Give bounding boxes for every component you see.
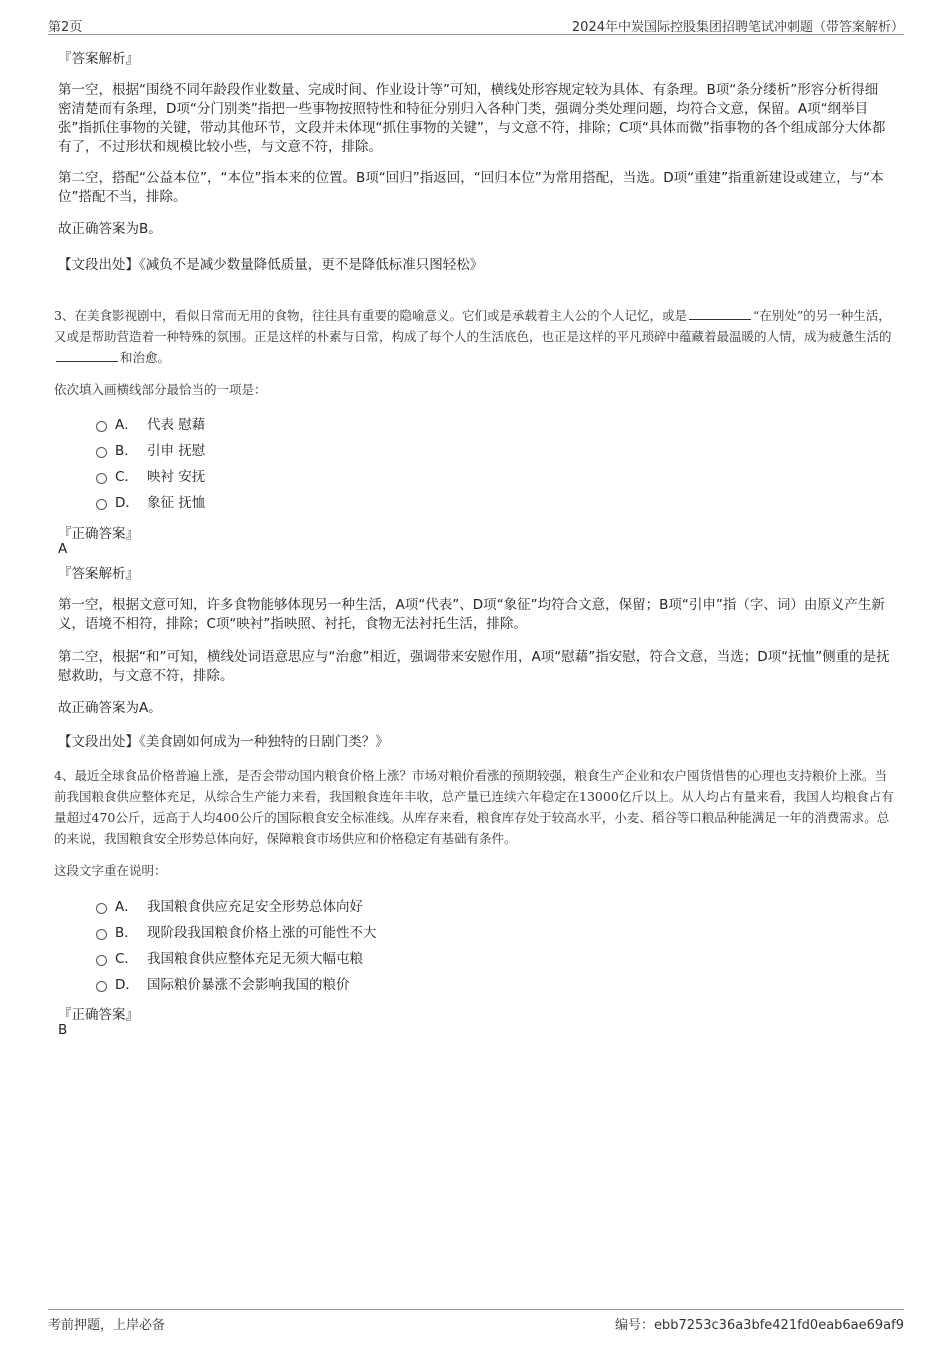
q2-analysis-label: 『答案解析』 — [58, 51, 139, 67]
footer-code: 编号：ebb7253c36a3bfe421fd0eab6ae69af9 — [614, 1318, 904, 1333]
radio-icon[interactable] — [96, 473, 107, 484]
q3-analysis-label: 『答案解析』 — [58, 566, 139, 582]
q4-answer-label: 『正确答案』 — [58, 1007, 139, 1023]
q3-option-c[interactable]: C． 映衬 安抚 — [96, 467, 205, 487]
radio-icon[interactable] — [96, 447, 107, 458]
q3-option-b[interactable]: B． 引申 抚慰 — [96, 441, 205, 461]
q3-option-d[interactable]: D． 象征 抚恤 — [96, 493, 205, 513]
fill-blank — [56, 349, 118, 362]
q2-source: 【文段出处】《减负不是减少数量降低质量，更不是降低标准只图轻松》 — [58, 257, 484, 273]
q2-analysis-paragraph-2: 第二空，搭配“公益本位”，“本位”指本来的位置。B项“回归”指返回，“回归本位”为常用搭配，当选。D项“重建”指重新建设或建立，与“本位”搭配不当，排除。 — [58, 170, 884, 205]
q3-analysis-paragraph-2: 第二空，根据“和”可知，横线处词语意思应与“治愈”相近，强调带来安慰作用，A项“慰藉”指安慰，符合文意，当选；D项“抚恤”侧重的是抚慰救助，与文意不符，排除。 — [58, 649, 890, 684]
page-number: 第2页 — [48, 20, 83, 35]
page-header — [48, 14, 904, 35]
q3-answer: A — [58, 541, 68, 557]
q2-analysis-paragraph-1: 第一空，根据“围绕不同年龄段作业数量、完成时间、作业设计等”可知，横线处形容规定较为具体、有条理。B项“条分缕析”形容分析得细密清楚而有条理，D项“分门别类”指把一些事物按照特性和特征分别归入各种门类，强调分类处理问题，均符合文意，保留。A项“纲举目张”指抓住事物的关键，带动其他环节，文段并未体现“抓住事物的关键”，与文意不符，排除；C项“具体而微”指事物的各个组成部分大体都有了，不过形状和规模比较小些，与文意不符，排除。 — [58, 82, 886, 155]
radio-icon[interactable] — [96, 929, 107, 940]
document-title: 2024年中炭国际控股集团招聘笔试冲刺题（带答案解析） — [571, 20, 904, 35]
q4-prompt: 这段文字重在说明： — [54, 863, 167, 878]
q4-option-c[interactable]: C． 我国粮食供应整体充足无须大幅屯粮 — [96, 949, 363, 969]
fill-blank — [689, 307, 751, 320]
q3-source: 【文段出处】《美食剧如何成为一种独特的日剧门类？》 — [58, 734, 389, 750]
q4-option-b[interactable]: B． 现阶段我国粮食价格上涨的可能性不大 — [96, 923, 377, 943]
q3-option-a[interactable]: A． 代表 慰藉 — [96, 415, 205, 435]
q3-analysis-paragraph-1: 第一空，根据文意可知，许多食物能够体现另一种生活，A项“代表”、D项“象征”均符合文意，保留；B项“引申”指（字、词）由原义产生新义，语境不相符，排除；C项“映衬”指映照、衬托，食物无法衬托生活，排除。 — [58, 597, 885, 632]
page-footer — [48, 1309, 904, 1333]
radio-icon[interactable] — [96, 421, 107, 432]
q3-answer-label: 『正确答案』 — [58, 526, 139, 542]
footer-slogan: 考前押题，上岸必备 — [48, 1318, 166, 1333]
radio-icon[interactable] — [96, 981, 107, 992]
q4-answer: B — [58, 1022, 68, 1038]
radio-icon[interactable] — [96, 499, 107, 510]
radio-icon[interactable] — [96, 955, 107, 966]
q4-question-text: 4、最近全球食品价格普遍上涨，是否会带动国内粮食价格上涨？市场对粮价看涨的预期较强，粮食生产企业和农户囤货惜售的心理也支持粮价上涨。当前我国粮食供应整体充足，从综合生产能力来看，我国粮食连年丰收，总产量已连续六年稳定在13000亿斤以上。从人均占有量来看，我国人均粮食占有量超过470公斤，远高于人均400公斤的国际粮食安全标准线。从库存来看，粮食库存处于较高水平，小麦、稻谷等口粮品种能满足一年的消费需求。总的来说，我国粮食安全形势总体向好，保障粮食市场供应和价格稳定有基础有条件。 — [54, 768, 894, 846]
q4-option-a[interactable]: A． 我国粮食供应充足安全形势总体向好 — [96, 897, 363, 917]
radio-icon[interactable] — [96, 903, 107, 914]
q3-conclusion: 故正确答案为A。 — [58, 700, 162, 716]
q3-prompt: 依次填入画横线部分最恰当的一项是： — [54, 382, 267, 397]
q3-question-text: 3、在美食影视剧中，看似日常而无用的食物，往往具有重要的隐喻意义。它们或是承载着主人公的个人记忆，或是 “在别处”的另一种生活，又或是帮助营造着一种特殊的氛围。正是这样的朴素与日常，构成了每个人的生活底色，也正是这样的平凡琐碎中蕴藏着最温暖的人情，成为疲惫生活的和治愈。 — [54, 308, 892, 365]
q2-conclusion: 故正确答案为B。 — [58, 221, 162, 237]
q4-option-d[interactable]: D． 国际粮价暴涨不会影响我国的粮价 — [96, 975, 350, 995]
